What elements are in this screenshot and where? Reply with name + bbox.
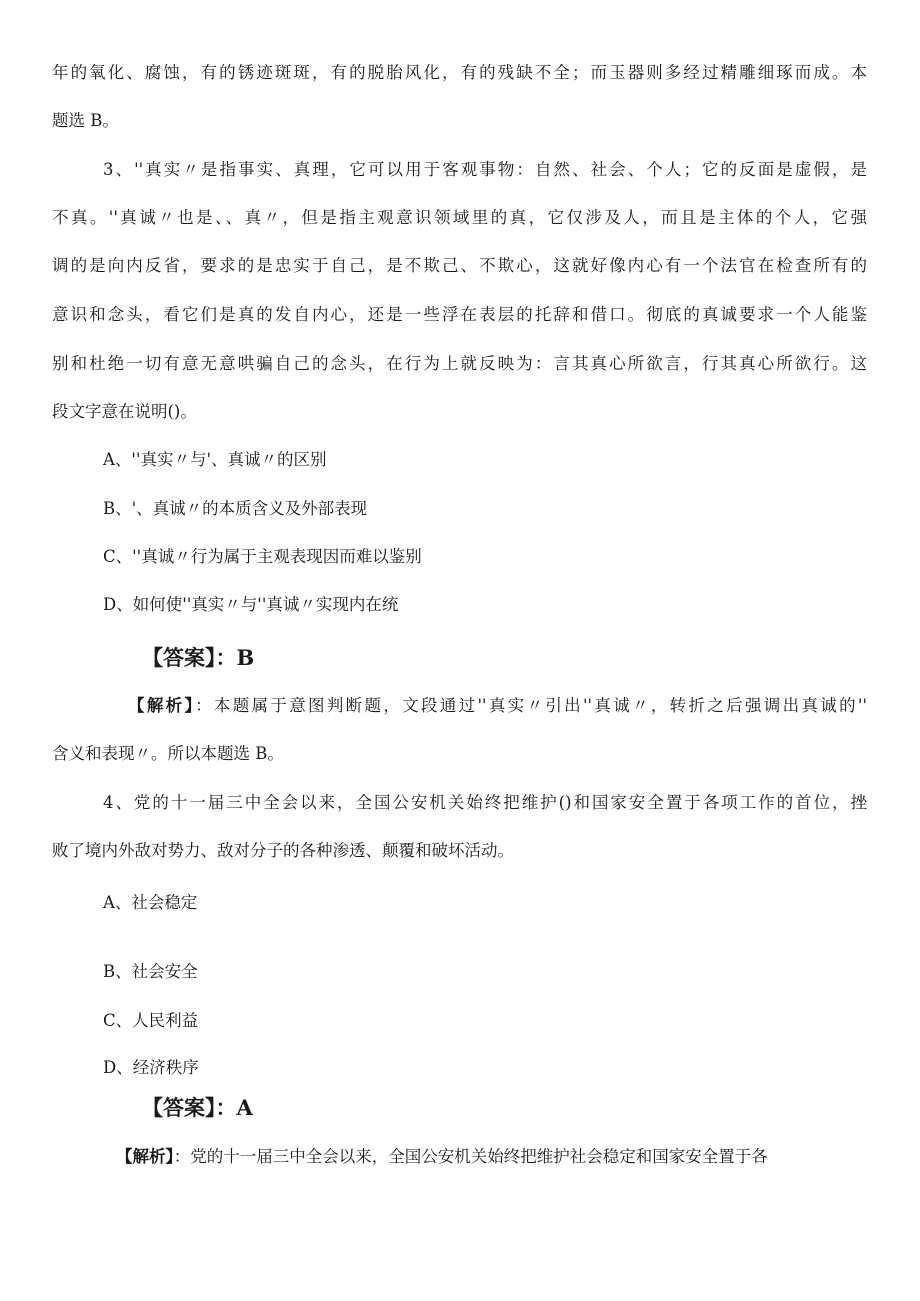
q4-analysis-text-1: ：党的十一届三中全会以来，全国公安机关始终把维护社会稳定和国家安全置于各 — [173, 1147, 768, 1166]
q4-option-c: C、人民利益 — [103, 1011, 199, 1030]
q4-answer-letter: A — [236, 1095, 253, 1120]
q3-analysis-line-1 — [128, 696, 867, 716]
q3-option-c: C、''真诚〃行为属于主观表现因而难以鉴别 — [103, 547, 422, 566]
q3-stem-line-6: 段文字意在说明()。 — [52, 402, 197, 421]
q4-option-d: D、经济秩序 — [103, 1058, 199, 1077]
q4-answer — [142, 1096, 253, 1120]
q3-stem-line-2: 不真。''真诚〃也是、、真〃，但是指主观意识领域里的真，它仅涉及人，而且是主体的个人，它强 — [52, 208, 867, 227]
q3-analysis-line-2: 含义和表现〃。所以本题选 B。 — [52, 744, 284, 763]
q3-analysis-text-1: ：本题属于意图判断题，文段通过''真实〃引出''真诚〃，转折之后强调出真诚的'' — [195, 696, 868, 715]
q3-stem-line-3: 调的是向内反省，要求的是忠实于自己，是不欺己、不欺心，这就好像内心有一个法官在检查所有的 — [52, 256, 867, 275]
q3-answer — [142, 646, 254, 670]
q3-stem-line-1: 3、''真实〃是指事实、真理，它可以用于客观事物：自然、社会、个人；它的反面是虚假，是 — [103, 160, 867, 179]
q4-stem-line-1: 4、党的十一届三中全会以来，全国公安机关始终把维护()和国家安全置于各项工作的首位，挫 — [103, 793, 867, 812]
q4-stem-line-2: 败了境内外敌对势力、敌对分子的各种渗透、颠覆和破坏活动。 — [52, 841, 514, 860]
q3-answer-label: 【答案】： — [142, 646, 237, 670]
q3-stem-line-4: 意识和念头，看它们是真的发自内心，还是一些浮在表层的托辞和借口。彻底的真诚要求一个人能鉴 — [52, 305, 867, 324]
q4-answer-label: 【答案】： — [142, 1096, 237, 1120]
q3-answer-letter: B — [236, 645, 255, 670]
q3-option-d: D、如何使''真实〃与''真诚〃实现内在统 — [103, 595, 399, 614]
q3-analysis-label: 【解析】 — [128, 696, 196, 715]
q4-option-b: B、社会安全 — [103, 962, 198, 981]
q4-analysis-line-1 — [116, 1147, 768, 1167]
q4-option-a: A、社会稳定 — [103, 893, 198, 912]
q3-stem-line-5: 别和杜绝一切有意无意哄骗自己的念头，在行为上就反映为：言其真心所欲言，行其真心所欲行。这 — [52, 354, 867, 373]
q4-analysis-label: 【解析】 — [116, 1147, 174, 1166]
q3-option-b: B、'、真诚〃的本质含义及外部表现 — [103, 499, 368, 518]
prev-text-line-2: 题选 B。 — [52, 111, 119, 130]
prev-text-line-1: 年的氧化、腐蚀，有的锈迹斑斑，有的脱胎风化，有的残缺不全；而玉器则多经过精雕细琢而成。本 — [52, 63, 867, 82]
q3-option-a: A、''真实〃与'、真诚〃的区别 — [103, 450, 327, 469]
